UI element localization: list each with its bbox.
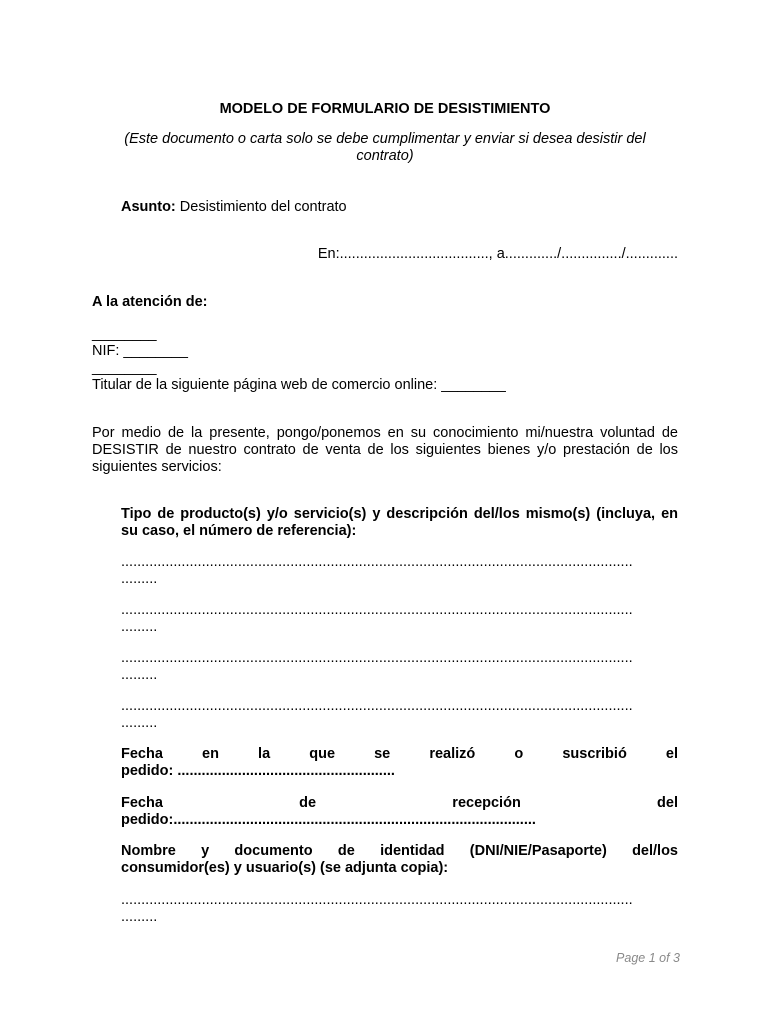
nif-line: NIF: ________ bbox=[92, 343, 188, 359]
dotted-line-3b: ......... bbox=[121, 667, 158, 683]
fecha-recepcion-line1: Fecha de recepción del bbox=[121, 795, 678, 811]
dotted-line-2a: ............................................................................................................................... bbox=[121, 602, 633, 618]
titular-line: Titular de la siguiente página web de comercio online: ________ bbox=[92, 377, 506, 393]
tipo-heading: Tipo de producto(s) y/o servicio(s) y descripción del/los mismo(s) (incluya, en su caso, el número de referencia): bbox=[121, 506, 678, 539]
asunto-line bbox=[121, 199, 347, 216]
nombre-line2: consumidor(es) y usuario(s) (se adjunta copia): bbox=[121, 860, 449, 876]
dotted-line-1b: ......... bbox=[121, 571, 158, 587]
recipient-address-blank: ________ bbox=[92, 360, 157, 376]
document-subtitle: (Este documento o carta solo se debe cumplimentar y enviar si desea desistir del contrato) bbox=[124, 131, 646, 164]
recipient-name-blank: ________ bbox=[92, 326, 157, 342]
body-paragraph: Por medio de la presente, pongo/ponemos en su conocimiento mi/nuestra voluntad de DESISTIR de nuestro contrato de venta de los siguientes bienes y/o prestación de los siguientes servicios: bbox=[92, 425, 678, 475]
dotted-line-3a: ............................................................................................................................... bbox=[121, 650, 633, 666]
dotted-line-4b: ......... bbox=[121, 715, 158, 731]
fecha-recepcion-line2: pedido:.......................................................................................... bbox=[121, 812, 536, 828]
fecha-pedido-line1: Fecha en la que se realizó o suscribió el bbox=[121, 746, 678, 762]
document-title: MODELO DE FORMULARIO DE DESISTIMIENTO bbox=[219, 101, 551, 117]
nombre-line1: Nombre y documento de identidad (DNI/NIE/Pasaporte) del/los bbox=[121, 843, 678, 859]
dotted-line-5b: ......... bbox=[121, 909, 158, 925]
asunto-label: Asunto: bbox=[121, 199, 176, 215]
page-number: Page 1 of 3 bbox=[616, 951, 680, 965]
attention-label: A la atención de: bbox=[92, 294, 208, 310]
dotted-line-5a: ............................................................................................................................... bbox=[121, 892, 633, 908]
dotted-line-2b: ......... bbox=[121, 619, 158, 635]
asunto-value: Desistimiento del contrato bbox=[179, 199, 347, 215]
date-place-line: En:....................................., a............./.............../............. bbox=[317, 246, 678, 262]
fecha-pedido-line2: pedido: ...................................................... bbox=[121, 763, 395, 779]
dotted-line-4a: ............................................................................................................................... bbox=[121, 698, 633, 714]
dotted-line-1a: ............................................................................................................................... bbox=[121, 554, 633, 570]
